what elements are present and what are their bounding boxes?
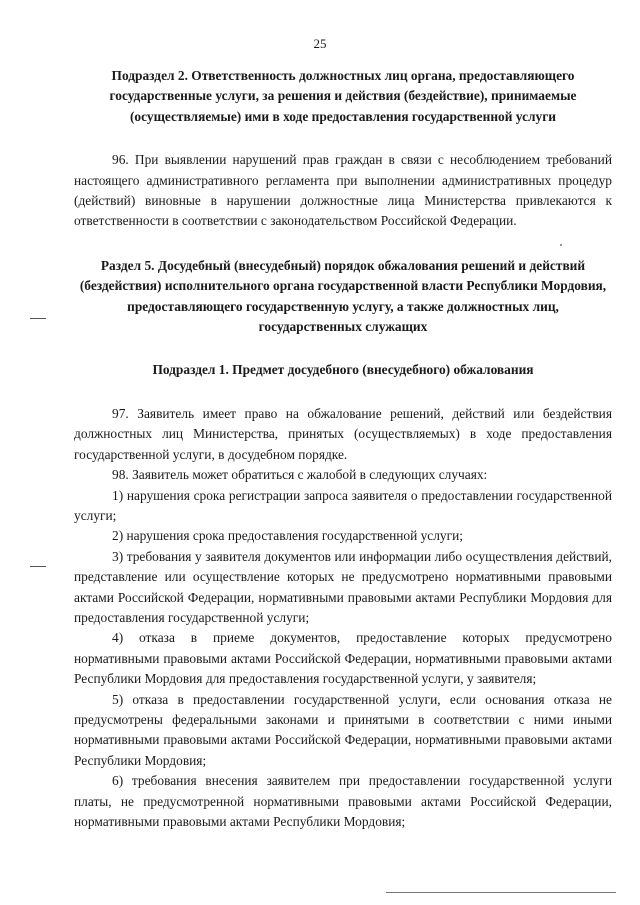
list-item: 2) нарушения срока предоставления государственной услуги; [112, 528, 464, 544]
paragraph-97: 97. Заявитель имеет право на обжалование решений, действий или бездействия должностных лиц Министерства, принятых (осуществляемых) в ходе предоставления государственной услуги, в досудебном порядке. [74, 405, 612, 462]
footer-rule [386, 892, 616, 893]
list-item: 5) отказа в предоставлении государственной услуги, если основания отказа не предусмотрены федеральными законами и принятыми в соответствии с ними иными нормативными правовыми актами Российской Федерации, нормативными правовыми актами Республики Мордовия; [74, 691, 612, 768]
paragraph-98: 98. Заявитель может обратиться с жалобой в следующих случаях: [112, 467, 488, 483]
paragraph-96: 96. При выявлении нарушений прав граждан в связи с несоблюдением требований настоящего административного регламента при выполнении административных процедур (действий) виновные в нарушении должностные лица Министерства привлекаются к ответственности в соответствии с законодательством Российской Федерации. [74, 152, 612, 229]
document-body [74, 66, 612, 832]
section-5-heading: Раздел 5. Досудебный (внесудебный) порядок обжалования решений и действий (бездействия) исполнительного органа государственной власти Республики Мордовия, предоставляющего государственную услугу, а также должностных лиц, государственных служащих [79, 257, 607, 335]
list-item: 1) нарушения срока регистрации запроса заявителя о предоставлении государственной услуги; [74, 487, 612, 523]
margin-mark [30, 318, 46, 319]
list-item: 4) отказа в приеме документов, предоставление которых предусмотрено нормативными правовыми актами Российской Федерации, нормативными правовыми актами Республики Мордовия для предоставления государственной услуги, у заявителя; [74, 630, 612, 687]
subsection-1-heading: Подраздел 1. Предмет досудебного (внесудебного) обжалования [152, 362, 534, 378]
list-item: 6) требования внесения заявителем при предоставлении государственной услуги платы, не предусмотренной нормативными правовыми актами Российской Федерации, нормативными правовыми актами Республики Мордовия; [74, 773, 612, 829]
list-item: 3) требования у заявителя документов или информации либо осуществления действий, представление или осуществление которых не предусмотрено нормативными правовыми актами Российской Федерации, нормативными правовыми актами Республики Мордовия для предоставления государственной услуги; [74, 548, 612, 625]
page-number: 25 [313, 36, 327, 51]
margin-mark [30, 566, 46, 567]
subsection-2-heading: Подраздел 2. Ответственность должностных лиц органа, предоставляющего государственные услуги, за решения и действия (бездействие), принимаемые (осуществляемые) ими в ходе предоставления государственной услуги [109, 68, 577, 124]
